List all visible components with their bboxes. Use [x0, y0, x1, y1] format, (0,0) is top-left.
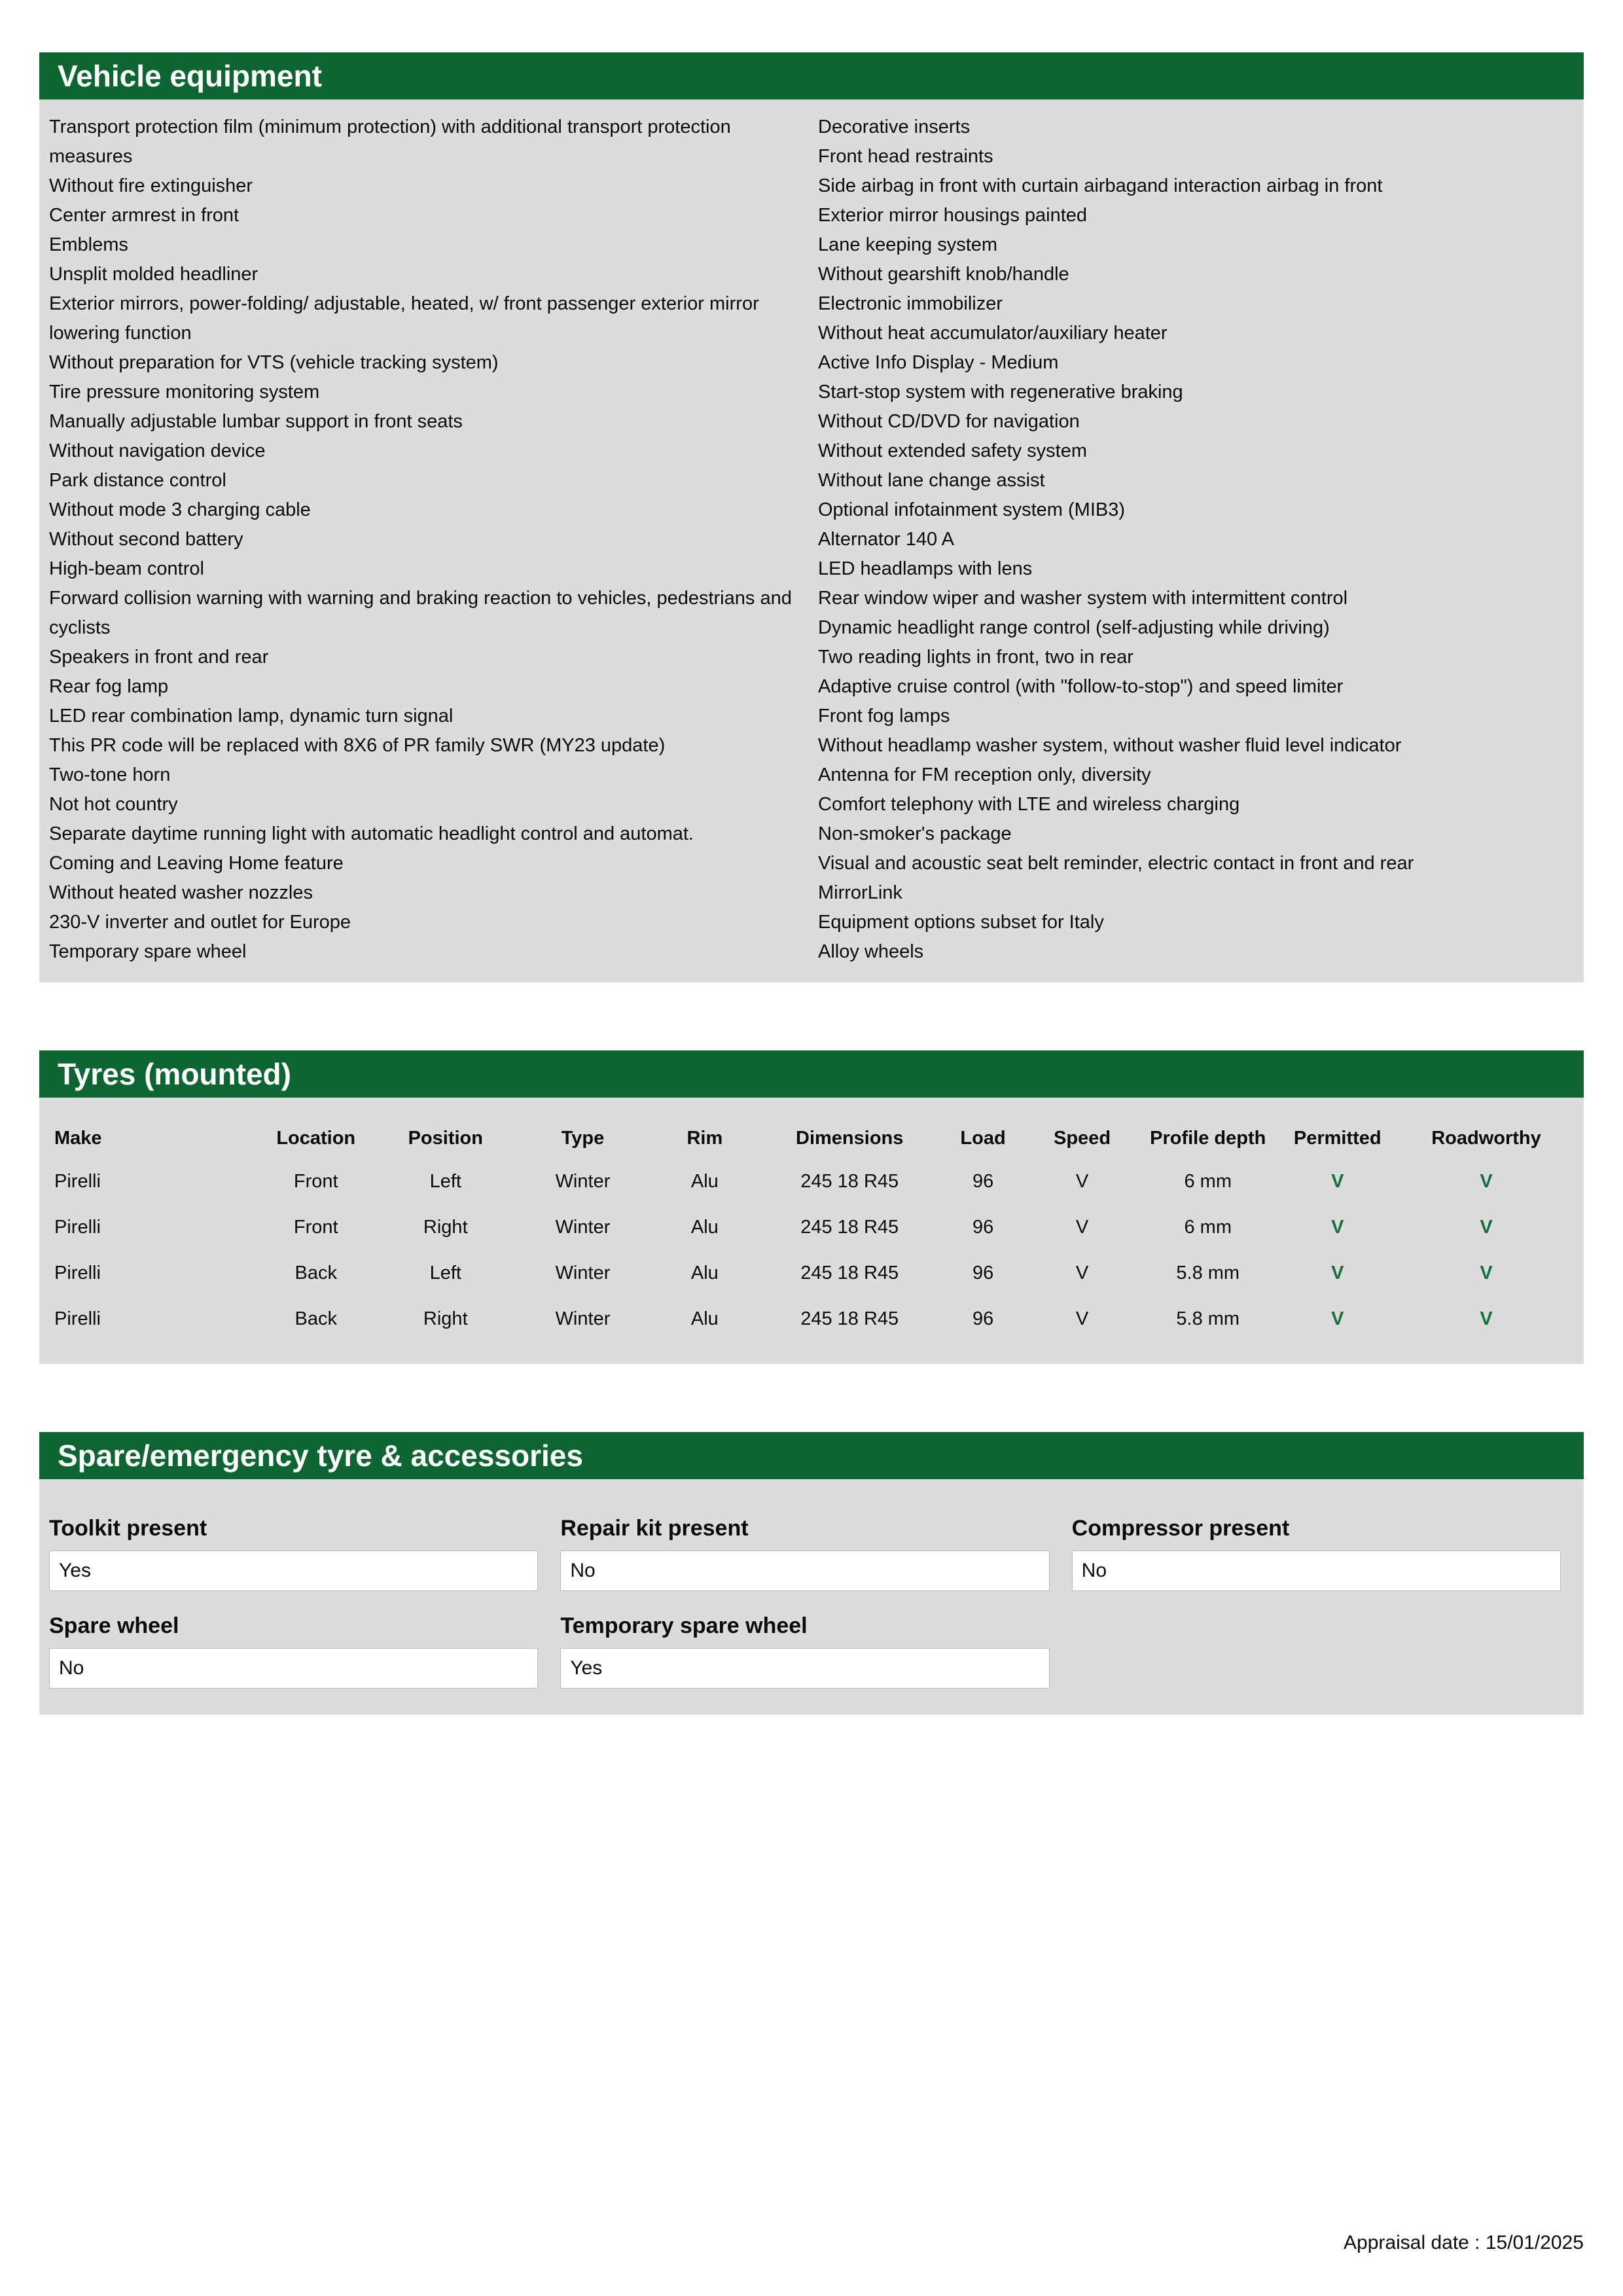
equipment-item: Speakers in front and rear	[49, 647, 269, 668]
equipment-item: Manually adjustable lumbar support in front seats	[49, 411, 463, 432]
tyre-cell-make: Pirelli	[54, 1216, 101, 1238]
equipment-item: Without CD/DVD for navigation	[818, 411, 1080, 432]
equipment-column-right	[818, 113, 1574, 967]
tyre-cell-permitted: V	[1331, 1170, 1344, 1192]
tyre-cell-type: Winter	[555, 1308, 611, 1329]
tyre-cell-load: 96	[972, 1262, 994, 1283]
equipment-item: Front fog lamps	[818, 706, 950, 726]
tyre-cell-dimensions: 245 18 R45	[800, 1170, 899, 1192]
tyres-header-load: Load	[960, 1128, 1006, 1149]
tyre-cell-permitted: V	[1331, 1262, 1344, 1283]
tyre-cell-profile-depth: 5.8 mm	[1176, 1262, 1240, 1283]
equipment-item: 230-V inverter and outlet for Europe	[49, 912, 351, 933]
vehicle-equipment-body	[39, 99, 1584, 982]
tyre-cell-make: Pirelli	[54, 1170, 101, 1192]
equipment-item: Without gearshift knob/handle	[818, 264, 1069, 285]
tyres-header-type: Type	[561, 1128, 605, 1149]
equipment-item: Rear window wiper and washer system with intermittent control	[818, 588, 1348, 609]
equipment-item: Exterior mirrors, power-folding/ adjustable, heated, w/ front passenger exterior mirror lowering function	[49, 293, 759, 344]
toolkit-present-field	[49, 1516, 538, 1591]
spare-fields-grid	[49, 1516, 1561, 1689]
tyre-cell-profile-depth: 6 mm	[1184, 1216, 1232, 1238]
tyres-header-position: Position	[408, 1128, 483, 1149]
tyre-row	[49, 1158, 1574, 1204]
tyre-cell-load: 96	[972, 1170, 994, 1192]
tyres-section	[39, 1050, 1584, 1364]
tyres-header-permitted: Permitted	[1293, 1128, 1382, 1149]
tyre-row	[49, 1250, 1574, 1296]
equipment-item: Equipment options subset for Italy	[818, 912, 1104, 933]
equipment-item: Park distance control	[49, 470, 226, 491]
equipment-item: Electronic immobilizer	[818, 293, 1003, 314]
equipment-item: Tire pressure monitoring system	[49, 382, 320, 403]
tyre-row	[49, 1296, 1574, 1342]
tyre-cell-location: Back	[294, 1308, 337, 1329]
equipment-item: Coming and Leaving Home feature	[49, 853, 344, 874]
equipment-item: This PR code will be replaced with 8X6 of PR family SWR (MY23 update)	[49, 735, 666, 756]
equipment-item: Alloy wheels	[818, 941, 924, 962]
vehicle-equipment-title: Vehicle equipment	[39, 52, 1584, 99]
equipment-item: Dynamic headlight range control (self-adjusting while driving)	[818, 617, 1330, 638]
tyre-cell-rim: Alu	[690, 1308, 719, 1329]
tyres-header-location: Location	[276, 1128, 356, 1149]
spare-section	[39, 1432, 1584, 1715]
equipment-item: Without mode 3 charging cable	[49, 499, 311, 520]
tyres-header-profile-depth: Profile depth	[1150, 1128, 1266, 1149]
vehicle-equipment-section	[39, 52, 1584, 982]
equipment-item: Forward collision warning with warning and braking reaction to vehicles, pedestrians and cyclists	[49, 588, 792, 638]
spare-title: Spare/emergency tyre & accessories	[39, 1432, 1584, 1479]
repair-kit-present-label: Repair kit present	[560, 1516, 749, 1541]
equipment-item: Unsplit molded headliner	[49, 264, 259, 285]
equipment-item: Center armrest in front	[49, 205, 240, 226]
equipment-item: Visual and acoustic seat belt reminder, electric contact in front and rear	[818, 853, 1414, 874]
tyre-cell-permitted: V	[1331, 1216, 1344, 1238]
tyre-row	[49, 1204, 1574, 1250]
equipment-item: Two-tone horn	[49, 764, 171, 785]
tyre-cell-speed: V	[1075, 1262, 1089, 1283]
tyre-cell-load: 96	[972, 1216, 994, 1238]
equipment-item: Without heated washer nozzles	[49, 882, 313, 903]
equipment-item: Transport protection film (minimum protection) with additional transport protection measures	[49, 117, 731, 167]
tyres-header-row	[49, 1116, 1574, 1158]
tyres-header-speed: Speed	[1054, 1128, 1111, 1149]
equipment-item: Decorative inserts	[818, 117, 971, 137]
spare-wheel-field	[49, 1613, 538, 1689]
equipment-item: Start-stop system with regenerative braking	[818, 382, 1183, 403]
tyre-cell-roadworthy: V	[1480, 1170, 1493, 1192]
compressor-present-label: Compressor present	[1071, 1516, 1290, 1541]
equipment-item: Comfort telephony with LTE and wireless charging	[818, 794, 1240, 815]
equipment-item: Optional infotainment system (MIB3)	[818, 499, 1126, 520]
tyre-cell-dimensions: 245 18 R45	[800, 1308, 899, 1329]
report-content	[39, 52, 1584, 1715]
spare-body	[39, 1479, 1584, 1715]
tyre-cell-position: Right	[423, 1216, 468, 1238]
tyre-cell-speed: V	[1075, 1170, 1089, 1192]
equipment-item: Adaptive cruise control (with "follow-to-stop") and speed limiter	[818, 676, 1344, 697]
equipment-item: Not hot country	[49, 794, 178, 815]
repair-kit-present-field	[560, 1516, 1049, 1591]
tyre-cell-type: Winter	[555, 1262, 611, 1283]
toolkit-present-label: Toolkit present	[49, 1516, 207, 1541]
equipment-item: MirrorLink	[818, 882, 902, 903]
tyre-cell-roadworthy: V	[1480, 1308, 1493, 1329]
tyres-header-dimensions: Dimensions	[796, 1128, 904, 1149]
tyre-cell-profile-depth: 5.8 mm	[1176, 1308, 1240, 1329]
equipment-column-left	[49, 113, 805, 967]
equipment-item: Without headlamp washer system, without washer fluid level indicator	[818, 735, 1402, 756]
tyre-cell-dimensions: 245 18 R45	[800, 1216, 899, 1238]
equipment-item: Without extended safety system	[818, 440, 1088, 461]
tyre-cell-rim: Alu	[690, 1216, 719, 1238]
spare-wheel-value: No	[49, 1648, 538, 1689]
equipment-item: Emblems	[49, 234, 128, 255]
equipment-item: Two reading lights in front, two in rear	[818, 647, 1133, 668]
tyre-cell-position: Left	[429, 1262, 461, 1283]
tyre-cell-location: Front	[293, 1216, 338, 1238]
temporary-spare-wheel-value: Yes	[560, 1648, 1049, 1689]
equipment-item: Separate daytime running light with automatic headlight control and automat.	[49, 823, 694, 844]
appraisal-date: Appraisal date : 15/01/2025	[1344, 2232, 1584, 2253]
compressor-present-value: No	[1072, 1551, 1561, 1591]
tyres-header-rim: Rim	[687, 1128, 723, 1149]
tyre-cell-speed: V	[1075, 1216, 1089, 1238]
equipment-item: Temporary spare wheel	[49, 941, 247, 962]
tyre-cell-permitted: V	[1331, 1308, 1344, 1329]
equipment-item: Without heat accumulator/auxiliary heater	[818, 323, 1168, 344]
tyre-cell-profile-depth: 6 mm	[1184, 1170, 1232, 1192]
equipment-item: Without preparation for VTS (vehicle tracking system)	[49, 352, 499, 373]
tyres-header-roadworthy: Roadworthy	[1431, 1128, 1541, 1149]
equipment-item: Front head restraints	[818, 146, 993, 167]
tyre-cell-position: Right	[423, 1308, 468, 1329]
equipment-item: Alternator 140 A	[818, 529, 954, 550]
tyre-cell-location: Back	[294, 1262, 337, 1283]
equipment-item: Without navigation device	[49, 440, 266, 461]
equipment-item: High-beam control	[49, 558, 204, 579]
tyres-title: Tyres (mounted)	[39, 1050, 1584, 1098]
compressor-present-field	[1072, 1516, 1561, 1591]
tyre-cell-type: Winter	[555, 1216, 611, 1238]
equipment-item: LED headlamps with lens	[818, 558, 1033, 579]
tyre-cell-type: Winter	[555, 1170, 611, 1192]
temporary-spare-wheel-field	[560, 1613, 1049, 1689]
equipment-item: Lane keeping system	[818, 234, 998, 255]
tyre-cell-dimensions: 245 18 R45	[800, 1262, 899, 1283]
equipment-item: Side airbag in front with curtain airbagand interaction airbag in front	[818, 175, 1383, 196]
tyre-cell-make: Pirelli	[54, 1308, 101, 1329]
equipment-item: Exterior mirror housings painted	[818, 205, 1088, 226]
equipment-item: Antenna for FM reception only, diversity	[818, 764, 1151, 785]
tyre-cell-make: Pirelli	[54, 1262, 101, 1283]
tyre-cell-roadworthy: V	[1480, 1262, 1493, 1283]
tyres-header-make: Make	[54, 1128, 102, 1149]
equipment-item: Non-smoker's package	[818, 823, 1012, 844]
tyres-table	[49, 1116, 1574, 1342]
tyre-cell-location: Front	[293, 1170, 338, 1192]
toolkit-present-value: Yes	[49, 1551, 538, 1591]
tyre-cell-roadworthy: V	[1480, 1216, 1493, 1238]
spare-wheel-label: Spare wheel	[49, 1613, 179, 1638]
equipment-item: Rear fog lamp	[49, 676, 169, 697]
tyre-cell-rim: Alu	[690, 1262, 719, 1283]
equipment-item: Without second battery	[49, 529, 243, 550]
repair-kit-present-value: No	[560, 1551, 1049, 1591]
tyre-cell-load: 96	[972, 1308, 994, 1329]
equipment-item: Without lane change assist	[818, 470, 1045, 491]
tyre-cell-position: Left	[429, 1170, 461, 1192]
temporary-spare-wheel-label: Temporary spare wheel	[560, 1613, 808, 1638]
tyre-cell-speed: V	[1075, 1308, 1089, 1329]
equipment-item: Active Info Display - Medium	[818, 352, 1059, 373]
equipment-item: Without fire extinguisher	[49, 175, 253, 196]
equipment-item: LED rear combination lamp, dynamic turn signal	[49, 706, 454, 726]
tyres-body	[39, 1098, 1584, 1364]
tyre-cell-rim: Alu	[690, 1170, 719, 1192]
